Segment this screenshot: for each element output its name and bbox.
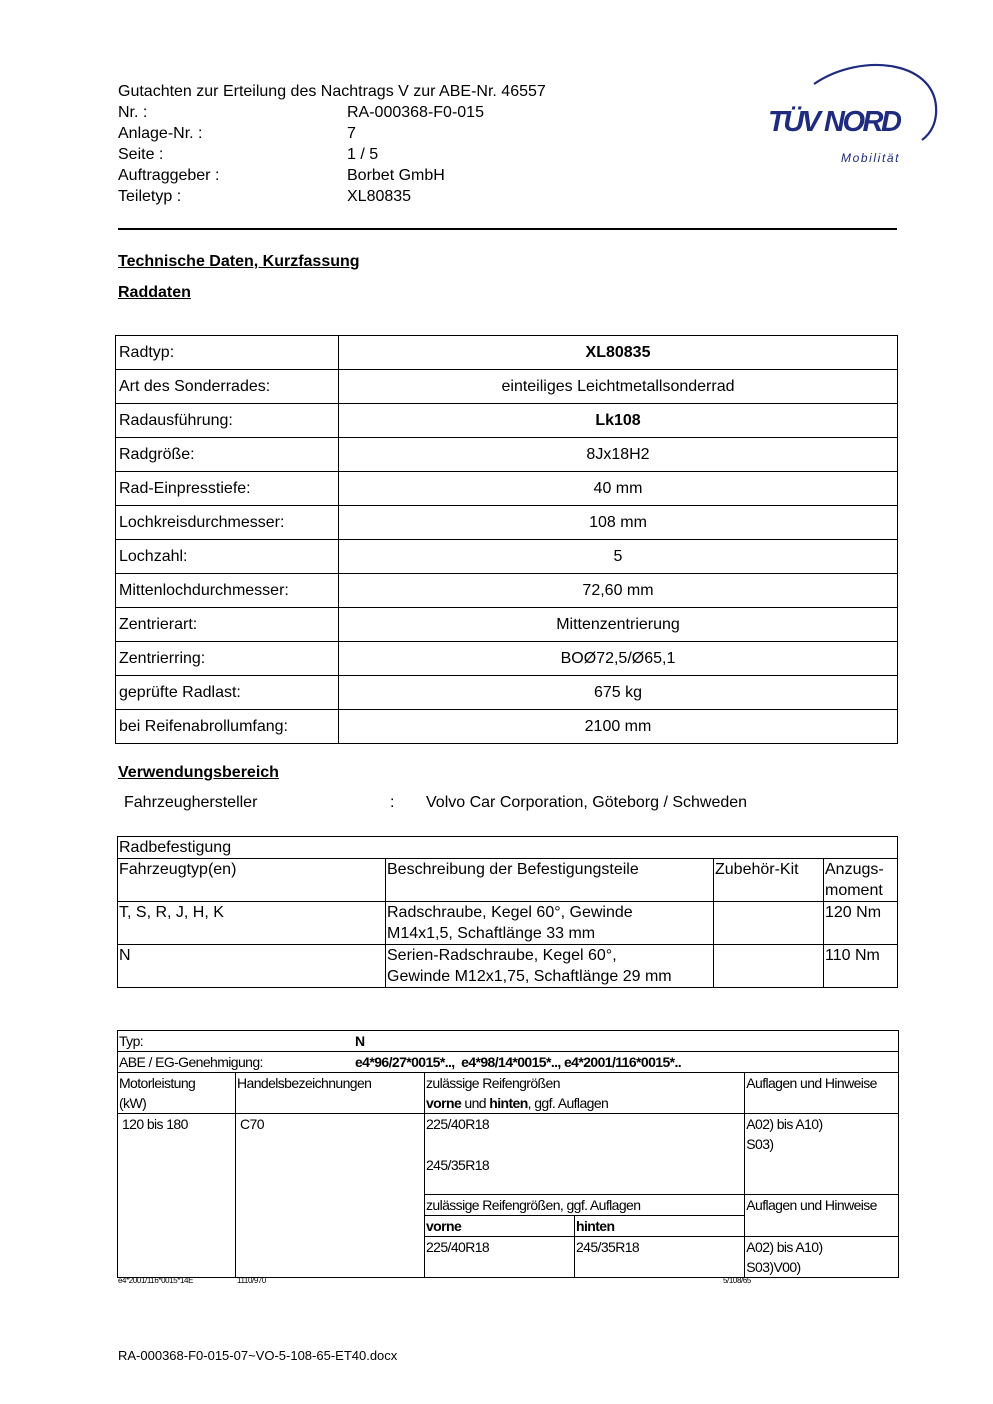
header-line: moment xyxy=(825,882,883,899)
typ-value: N xyxy=(355,1033,365,1049)
table-cell: 120 bis 180 xyxy=(118,1114,236,1278)
cell-line: 225/40R18 xyxy=(426,1116,490,1132)
table-value: einteiliges Leichtmetallsonderrad xyxy=(339,370,898,404)
table-row xyxy=(116,404,898,438)
table-header: Beschreibung der Befestigungsteile xyxy=(386,859,714,902)
reifen-table xyxy=(117,1030,899,1278)
table-row xyxy=(116,506,898,540)
table-row xyxy=(116,676,898,710)
table-cell xyxy=(745,1237,899,1278)
abe-value: e4*96/27*0015*.., e4*98/14*0015*.., e4*2001/116*0015*.. xyxy=(355,1054,682,1070)
table-label: Zentrierring: xyxy=(116,642,339,676)
tuv-nord-logo xyxy=(762,56,942,171)
table-value: 72,60 mm xyxy=(339,574,898,608)
table-value: 108 mm xyxy=(339,506,898,540)
table-row xyxy=(116,710,898,744)
table-value: 5 xyxy=(339,540,898,574)
table-header: Handelsbezeichnungen xyxy=(236,1073,425,1114)
table-cell: T, S, R, J, H, K xyxy=(118,902,386,945)
table-cell: 120 Nm xyxy=(824,902,898,945)
table-footnote-approval: e4*2001/116*0015*14E xyxy=(118,1276,194,1285)
header-label: Teiletyp : xyxy=(118,188,182,205)
table-cell xyxy=(714,945,824,988)
table-row xyxy=(116,336,898,370)
verwendung-value: Volvo Car Corporation, Göteborg / Schweden xyxy=(426,794,748,811)
typ-row xyxy=(118,1031,899,1052)
table-header: Auflagen und Hinweise xyxy=(745,1195,899,1237)
table-header: hinten xyxy=(575,1216,745,1237)
section-heading-tech: Technische Daten, Kurzfassung xyxy=(118,253,360,270)
table-label: Mittenlochdurchmesser: xyxy=(116,574,339,608)
table-value: Mittenzentrierung xyxy=(339,608,898,642)
verwendung-label: Fahrzeughersteller xyxy=(124,794,258,811)
table-row xyxy=(118,902,898,945)
header-line: Motorleistung xyxy=(119,1075,196,1091)
header-line xyxy=(426,1093,743,1113)
logo-brand: TÜV NORD xyxy=(768,106,900,138)
header-value: Borbet GmbH xyxy=(347,167,445,184)
cell-line: S03)V00) xyxy=(746,1259,801,1275)
table-row xyxy=(118,1052,899,1073)
verwendung-separator: : xyxy=(390,794,395,811)
table-row xyxy=(116,540,898,574)
table-value: 40 mm xyxy=(339,472,898,506)
table-header: Zubehör-Kit xyxy=(714,859,824,902)
typ-label: Typ: xyxy=(119,1033,144,1049)
header-bold: vorne xyxy=(426,1095,462,1111)
table-row xyxy=(116,608,898,642)
table-row xyxy=(116,574,898,608)
header-text: , ggf. Auflagen xyxy=(527,1095,609,1111)
table-label: Radausführung: xyxy=(116,404,339,438)
table-cell xyxy=(745,1114,899,1195)
table-label: Radgröße: xyxy=(116,438,339,472)
document-filename: RA-000368-F0-015-07~VO-5-108-65-ET40.docx xyxy=(118,1348,398,1363)
table-value: Lk108 xyxy=(339,404,898,438)
header-label: Auftraggeber : xyxy=(118,167,220,184)
table-value: 8Jx18H2 xyxy=(339,438,898,472)
table-label: Radtyp: xyxy=(116,336,339,370)
table-row xyxy=(118,1031,899,1052)
header-line: zulässige Reifengrößen xyxy=(426,1075,560,1091)
header-label: Nr. : xyxy=(118,104,148,121)
table-cell xyxy=(425,1114,745,1195)
radbefestigung-table xyxy=(117,836,898,988)
logo-subtitle: Mobilität xyxy=(841,151,901,165)
table-row xyxy=(118,1073,899,1114)
table-cell xyxy=(714,902,824,945)
header-text: und xyxy=(461,1095,490,1111)
table-cell xyxy=(386,902,714,945)
report-title: Gutachten zur Erteilung des Nachtrags V zur ABE-Nr. 46557 xyxy=(118,83,546,100)
cell-line: A02) bis A10) xyxy=(746,1239,823,1255)
cell-line: A02) bis A10) xyxy=(746,1116,823,1132)
table-header: Auflagen und Hinweise xyxy=(745,1073,899,1114)
table-label: geprüfte Radlast: xyxy=(116,676,339,710)
table-label: bei Reifenabrollumfang: xyxy=(116,710,339,744)
table-cell: 110 Nm xyxy=(824,945,898,988)
table-header xyxy=(118,1073,236,1114)
table-row xyxy=(118,1114,899,1195)
table-row xyxy=(118,945,898,988)
header-row-teiletyp xyxy=(118,186,412,207)
header-bold: hinten xyxy=(489,1095,528,1111)
section-heading-verwendung: Verwendungsbereich xyxy=(118,764,279,781)
table-row xyxy=(118,837,898,859)
header-value: RA-000368-F0-015 xyxy=(347,104,484,121)
table-header: Fahrzeugtyp(en) xyxy=(118,859,386,902)
radbefestigung-title: Radbefestigung xyxy=(118,837,898,859)
header-line: (kW) xyxy=(119,1095,147,1111)
cell-line: S03) xyxy=(746,1136,774,1152)
header-divider xyxy=(118,228,897,230)
cell-line: M14x1,5, Schaftlänge 33 mm xyxy=(387,925,596,942)
table-row xyxy=(118,859,898,902)
header-row-seite xyxy=(118,144,379,165)
abe-label: ABE / EG-Genehmigung: xyxy=(119,1054,263,1070)
abe-row xyxy=(118,1052,899,1073)
header-label: Anlage-Nr. : xyxy=(118,125,203,142)
header-value: 1 / 5 xyxy=(347,146,379,163)
table-label: Art des Sonderrades: xyxy=(116,370,339,404)
header-label: Seite : xyxy=(118,146,164,163)
table-cell xyxy=(386,945,714,988)
table-header xyxy=(824,859,898,902)
cell-line: Radschraube, Kegel 60°, Gewinde xyxy=(387,904,633,921)
table-header xyxy=(425,1073,745,1114)
table-label: Lochzahl: xyxy=(116,540,339,574)
header-row-auftraggeber xyxy=(118,165,445,186)
table-header: vorne xyxy=(425,1216,575,1237)
table-footnote-weight: 1110/970 xyxy=(237,1276,266,1285)
table-label: Lochkreisdurchmesser: xyxy=(116,506,339,540)
raddaten-table xyxy=(115,335,898,744)
header-row-anlage xyxy=(118,123,356,144)
table-cell: 245/35R18 xyxy=(575,1237,745,1278)
header-row-nr xyxy=(118,102,484,123)
table-cell: C70 xyxy=(236,1114,425,1278)
table-value: 2100 mm xyxy=(339,710,898,744)
table-cell: N xyxy=(118,945,386,988)
table-row xyxy=(116,370,898,404)
table-value: BOØ72,5/Ø65,1 xyxy=(339,642,898,676)
header-value: 7 xyxy=(347,125,356,142)
cell-line: Serien-Radschraube, Kegel 60°, xyxy=(387,947,617,964)
table-value: 675 kg xyxy=(339,676,898,710)
section-heading-raddaten: Raddaten xyxy=(118,284,191,301)
table-row xyxy=(116,472,898,506)
cell-line: 245/35R18 xyxy=(426,1157,490,1173)
header-value: XL80835 xyxy=(347,188,412,205)
table-footnote-lk: 5/108/65 xyxy=(723,1276,751,1285)
table-header: zulässige Reifengrößen, ggf. Auflagen xyxy=(425,1195,745,1216)
table-label: Rad-Einpresstiefe: xyxy=(116,472,339,506)
table-row xyxy=(116,642,898,676)
table-value: XL80835 xyxy=(339,336,898,370)
table-cell: 225/40R18 xyxy=(425,1237,575,1278)
header-line: Anzugs- xyxy=(825,861,884,878)
cell-line: Gewinde M12x1,75, Schaftlänge 29 mm xyxy=(387,968,672,985)
table-label: Zentrierart: xyxy=(116,608,339,642)
table-row xyxy=(116,438,898,472)
